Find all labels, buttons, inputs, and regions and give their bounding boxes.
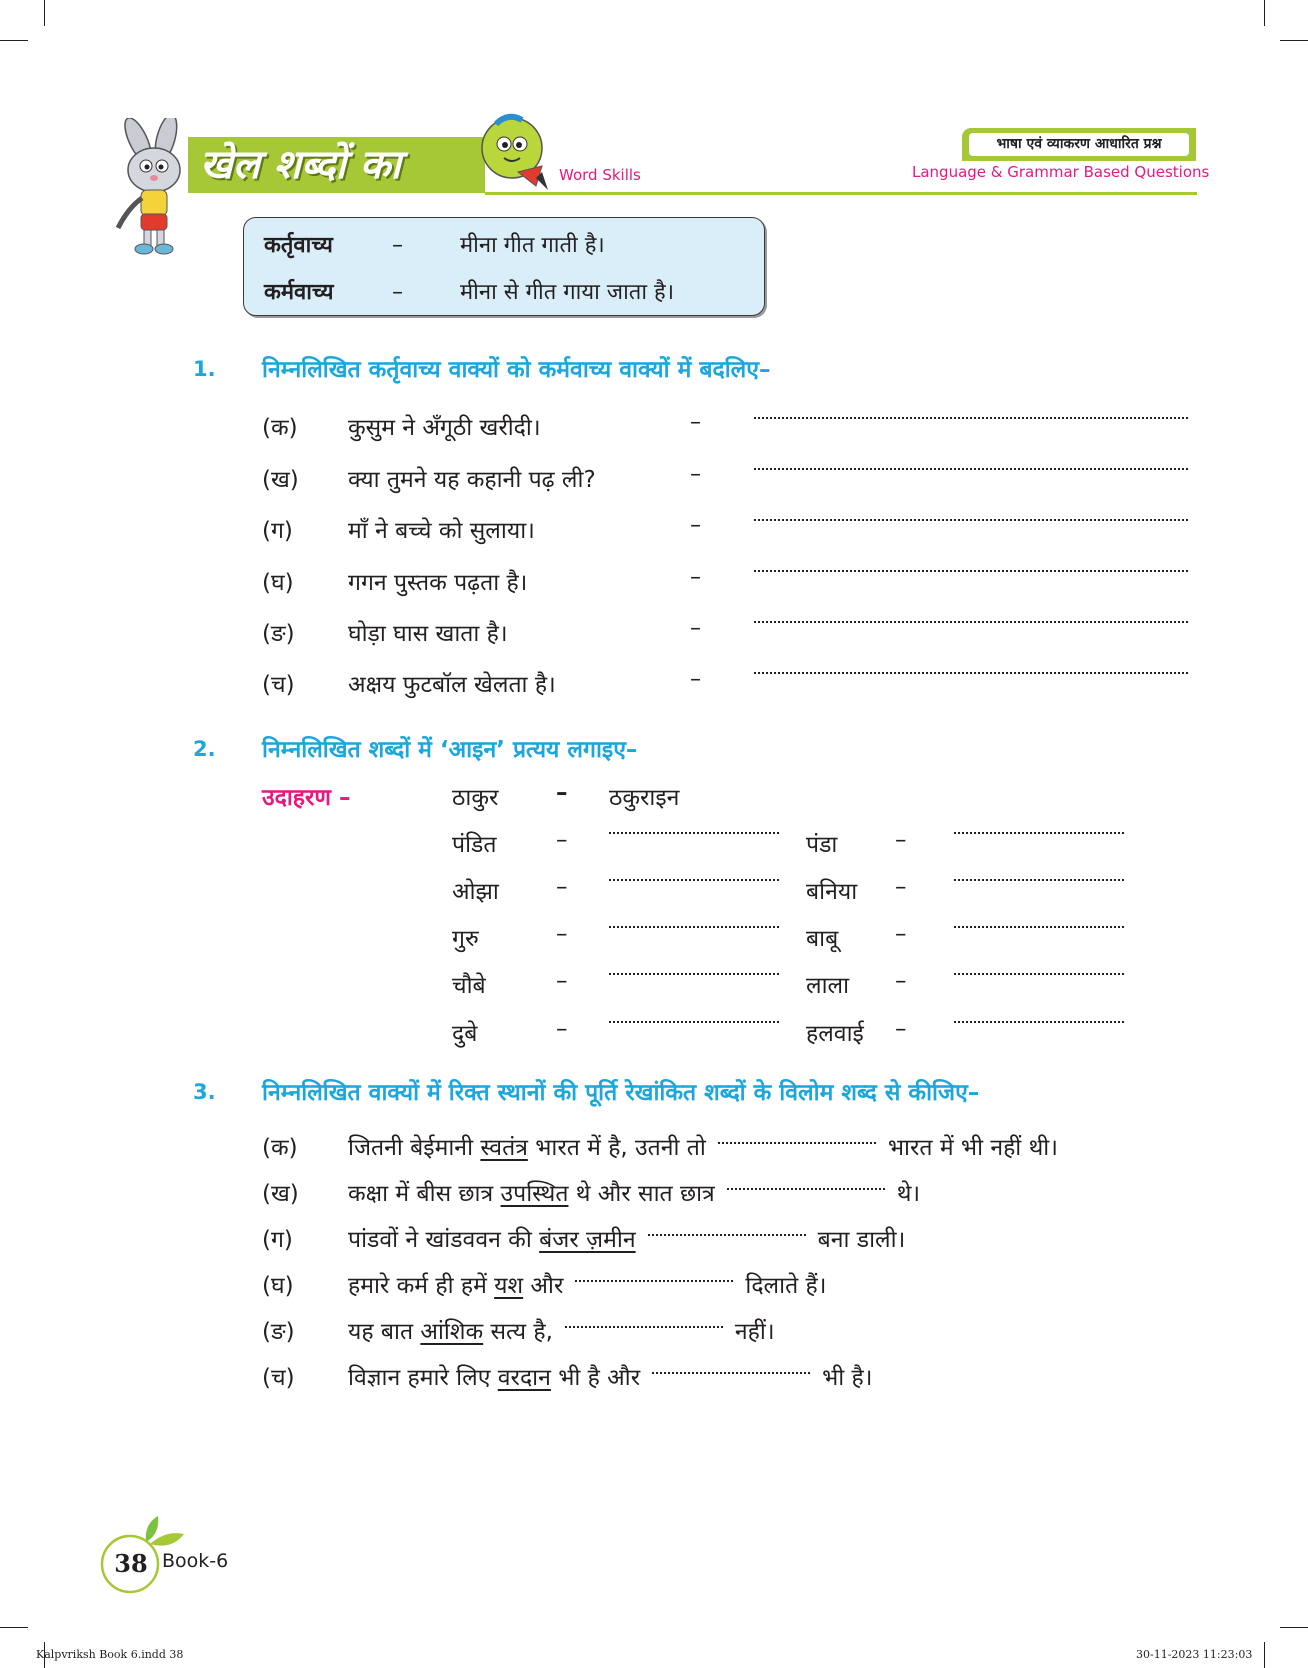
sentence-part: दिलाते हैं। bbox=[745, 1273, 827, 1299]
example-label: उदाहरण – bbox=[262, 785, 351, 811]
question-number: 1. bbox=[193, 357, 216, 381]
suffix-dash: – bbox=[895, 921, 907, 947]
sentence-part: थे और सात छात्र bbox=[568, 1181, 715, 1207]
suffix-dash: – bbox=[556, 968, 568, 994]
item-label: (ङ) bbox=[262, 621, 295, 647]
answer-blank[interactable] bbox=[954, 973, 1124, 975]
answer-blank[interactable] bbox=[754, 417, 1188, 419]
voice-row bbox=[264, 276, 674, 306]
answer-blank[interactable] bbox=[652, 1372, 810, 1374]
sentence-part: नहीं। bbox=[734, 1319, 775, 1345]
answer-blank[interactable] bbox=[609, 973, 779, 975]
crop-mark bbox=[1280, 40, 1308, 41]
suffix-word: पंडित bbox=[452, 832, 497, 858]
voice-term: कर्मवाच्य bbox=[264, 280, 334, 305]
item-label: (ख) bbox=[262, 1181, 299, 1207]
underlined-word: उपस्थित bbox=[500, 1181, 569, 1207]
sentence-part: यह बात bbox=[348, 1319, 421, 1345]
sentence-part: भी है और bbox=[550, 1365, 641, 1391]
item-label: (च) bbox=[262, 1365, 295, 1391]
underlined-word: स्वतंत्र bbox=[480, 1135, 528, 1161]
underlined-word: बंजर ज़मीन bbox=[539, 1227, 636, 1253]
answer-blank[interactable] bbox=[648, 1234, 806, 1236]
item-label: (ख) bbox=[262, 467, 299, 493]
item-sentence: गगन पुस्तक पढ़ता है। bbox=[348, 570, 528, 596]
sentence-part: थे। bbox=[896, 1181, 921, 1207]
voice-row bbox=[264, 229, 605, 259]
sentence-part: भारत में है, उतनी तो bbox=[527, 1135, 706, 1161]
answer-blank[interactable] bbox=[954, 1021, 1124, 1023]
item-dash: – bbox=[690, 565, 701, 590]
pencil-mascot-icon bbox=[478, 112, 558, 192]
sentence-part: कक्षा में बीस छात्र bbox=[348, 1181, 501, 1207]
answer-blank[interactable] bbox=[754, 468, 1188, 470]
suffix-dash: – bbox=[895, 1016, 907, 1042]
item-dash: – bbox=[690, 616, 701, 641]
item-label: (ग) bbox=[262, 518, 293, 544]
suffix-word: दुबे bbox=[452, 1021, 478, 1047]
suffix-dash: – bbox=[556, 921, 568, 947]
item-label: (घ) bbox=[262, 1273, 294, 1299]
language-subtitle: Language & Grammar Based Questions bbox=[912, 163, 1210, 181]
sentence-part: और bbox=[523, 1273, 564, 1299]
suffix-dash: – bbox=[556, 1016, 568, 1042]
answer-blank[interactable] bbox=[565, 1326, 723, 1328]
answer-blank[interactable] bbox=[609, 879, 779, 881]
underlined-word: आंशिक bbox=[420, 1319, 484, 1345]
rabbit-mascot-icon bbox=[108, 118, 208, 258]
sentence-part: बना डाली। bbox=[817, 1227, 906, 1253]
crop-mark bbox=[0, 40, 28, 41]
timestamp: 30-11-2023 11:23:03 bbox=[1136, 1648, 1253, 1661]
suffix-dash: – bbox=[895, 827, 907, 853]
sentence-part: पांडवों ने खांडववन की bbox=[348, 1227, 540, 1253]
answer-blank[interactable] bbox=[754, 672, 1188, 674]
answer-blank[interactable] bbox=[575, 1280, 733, 1282]
answer-blank[interactable] bbox=[718, 1142, 876, 1144]
page-number: 38 bbox=[114, 1549, 148, 1578]
answer-blank[interactable] bbox=[954, 926, 1124, 928]
item-sentence bbox=[348, 1268, 826, 1300]
item-sentence: क्या तुमने यह कहानी पढ़ ली? bbox=[348, 467, 596, 493]
example-answer: ठकुराइन bbox=[609, 785, 680, 811]
example-word: ठाकुर bbox=[452, 785, 499, 811]
answer-blank[interactable] bbox=[954, 879, 1124, 881]
underlined-word: वरदान bbox=[497, 1365, 551, 1391]
item-sentence: माँ ने बच्चे को सुलाया। bbox=[348, 518, 535, 544]
suffix-word: लाला bbox=[806, 973, 850, 999]
question-text: निम्नलिखित शब्दों में ‘आइन’ प्रत्यय लगाइए– bbox=[262, 737, 638, 763]
sentence-part: सत्य है, bbox=[483, 1319, 553, 1345]
item-sentence: अक्षय फुटबॉल खेलता है। bbox=[348, 672, 556, 698]
item-sentence bbox=[348, 1130, 1058, 1162]
item-sentence: कुसुम ने अँगूठी खरीदी। bbox=[348, 415, 541, 441]
item-label: (क) bbox=[262, 415, 298, 441]
sentence-part: विज्ञान हमारे लिए bbox=[348, 1365, 498, 1391]
answer-blank[interactable] bbox=[754, 621, 1188, 623]
sentence-part: हमारे कर्म ही हमें bbox=[348, 1273, 495, 1299]
header-rule bbox=[485, 192, 1197, 195]
item-sentence bbox=[348, 1176, 920, 1208]
sentence-part: जितनी बेईमानी bbox=[348, 1135, 481, 1161]
suffix-word: चौबे bbox=[452, 973, 486, 999]
item-sentence bbox=[348, 1360, 872, 1392]
underlined-word: यश bbox=[494, 1273, 524, 1299]
voice-example: मीना से गीत गाया जाता है। bbox=[460, 280, 675, 305]
sentence-part: भारत में भी नहीं थी। bbox=[887, 1135, 1058, 1161]
crop-mark bbox=[1280, 1627, 1308, 1628]
question-number: 3. bbox=[193, 1080, 216, 1104]
item-dash: – bbox=[690, 667, 701, 692]
crop-mark bbox=[0, 1627, 28, 1628]
suffix-word: बनिया bbox=[806, 879, 858, 905]
item-sentence bbox=[348, 1222, 905, 1254]
voice-dash: – bbox=[392, 233, 403, 258]
item-sentence: घोड़ा घास खाता है। bbox=[348, 621, 508, 647]
crop-mark bbox=[1264, 0, 1265, 26]
crop-mark bbox=[1264, 1642, 1265, 1668]
answer-blank[interactable] bbox=[954, 832, 1124, 834]
suffix-dash: – bbox=[895, 874, 907, 900]
language-badge bbox=[962, 128, 1196, 161]
voice-term: कर्तृवाच्य bbox=[264, 233, 333, 258]
item-label: (ङ) bbox=[262, 1319, 295, 1345]
item-label: (ग) bbox=[262, 1227, 293, 1253]
suffix-dash: – bbox=[556, 827, 568, 853]
question-text: निम्नलिखित वाक्यों में रिक्त स्थानों की पूर्ति रेखांकित शब्दों के विलोम शब्द से कीजिए– bbox=[262, 1080, 980, 1106]
item-dash: – bbox=[690, 462, 701, 487]
example-dash: – bbox=[556, 780, 568, 806]
crop-mark bbox=[44, 0, 45, 26]
answer-blank[interactable] bbox=[609, 926, 779, 928]
item-dash: – bbox=[690, 410, 701, 435]
suffix-word: हलवाई bbox=[806, 1021, 864, 1047]
item-dash: – bbox=[690, 513, 701, 538]
language-badge-label: भाषा एवं व्याकरण आधारित प्रश्न bbox=[969, 133, 1189, 156]
header-subtitle: Word Skills bbox=[559, 166, 641, 184]
file-name: Kalpvriksh Book 6.indd 38 bbox=[36, 1648, 184, 1661]
answer-blank[interactable] bbox=[754, 570, 1188, 572]
page-title: खेल शब्दों का bbox=[200, 142, 401, 188]
voice-example-box bbox=[243, 217, 765, 316]
suffix-dash: – bbox=[556, 874, 568, 900]
item-label: (च) bbox=[262, 672, 295, 698]
voice-dash: – bbox=[392, 280, 403, 305]
suffix-dash: – bbox=[895, 968, 907, 994]
item-sentence bbox=[348, 1314, 775, 1346]
item-label: (घ) bbox=[262, 570, 294, 596]
suffix-word: पंडा bbox=[806, 832, 838, 858]
answer-blank[interactable] bbox=[727, 1188, 885, 1190]
book-label: Book-6 bbox=[162, 1550, 229, 1572]
question-number: 2. bbox=[193, 737, 216, 761]
item-label: (क) bbox=[262, 1135, 298, 1161]
answer-blank[interactable] bbox=[609, 832, 779, 834]
question-text: निम्नलिखित कर्तृवाच्य वाक्यों को कर्मवाच्य वाक्यों में बदलिए– bbox=[262, 357, 771, 383]
suffix-word: बाबू bbox=[806, 926, 839, 952]
suffix-word: गुरु bbox=[452, 926, 479, 952]
answer-blank[interactable] bbox=[609, 1021, 779, 1023]
voice-example: मीना गीत गाती है। bbox=[460, 233, 605, 258]
sentence-part: भी है। bbox=[822, 1365, 873, 1391]
answer-blank[interactable] bbox=[754, 519, 1188, 521]
suffix-word: ओझा bbox=[452, 879, 499, 905]
